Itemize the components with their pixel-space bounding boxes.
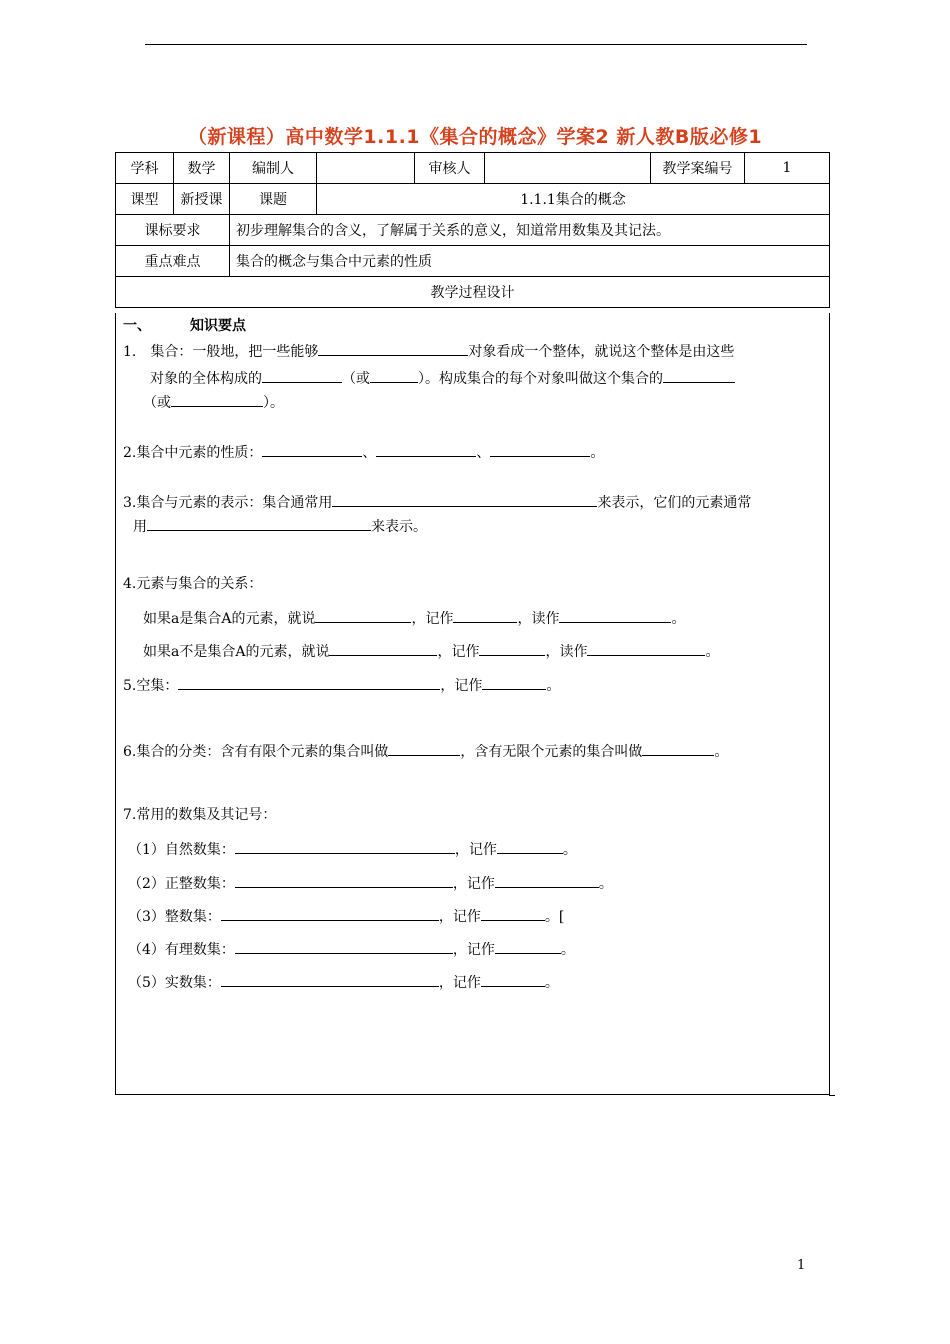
blank	[490, 441, 590, 457]
blank	[235, 938, 453, 954]
item-4-heading: 4.元素与集合的关系：	[123, 576, 263, 592]
blank	[332, 491, 597, 507]
blank	[318, 340, 468, 356]
item-1-line-2: 对象的全体构成的 （或 ）。构成集合的每个对象叫做这个集合的	[150, 367, 735, 389]
document-title: （新课程）高中数学1.1.1《集合的概念》学案2 新人教B版必修1	[187, 126, 763, 148]
blank	[497, 838, 563, 854]
blank	[642, 740, 714, 756]
standard-label: 课标要求	[116, 215, 230, 246]
topic-value: 1.1.1集合的概念	[317, 184, 830, 215]
item-6: 6.集合的分类：含有有限个元素的集合叫做 ，含有无限个元素的集合叫做 。	[123, 740, 728, 762]
number-set-integer: （3）整数集： ，记作 。[	[128, 905, 564, 927]
blank	[262, 367, 342, 383]
blank	[147, 515, 371, 531]
blank	[171, 391, 263, 407]
standard-value: 初步理解集合的含义，了解属于关系的意义，知道常用数集及其记法。	[230, 215, 830, 246]
subject-value: 数学	[174, 153, 230, 184]
corner-mark	[829, 1095, 835, 1096]
plan-no-label: 教学案编号	[651, 153, 745, 184]
blank	[482, 674, 546, 690]
page-number: 1	[797, 1258, 806, 1273]
blank	[481, 971, 545, 987]
blank	[370, 367, 418, 383]
number-set-natural: （1）自然数集： ，记作 。	[128, 838, 577, 860]
reviewer-value	[485, 153, 651, 184]
blank	[178, 674, 440, 690]
item-1-line-3: （或 ）。	[143, 391, 284, 413]
blank	[221, 971, 439, 987]
blank	[376, 441, 476, 457]
blank	[315, 607, 411, 623]
blank	[329, 640, 437, 656]
blank	[235, 838, 455, 854]
process-header: 教学过程设计	[116, 277, 830, 308]
item-7-heading: 7.常用的数集及其记号：	[123, 807, 277, 823]
blank	[453, 607, 517, 623]
blank	[495, 872, 599, 888]
blank	[235, 872, 453, 888]
author-value	[317, 153, 415, 184]
plan-no-value: 1	[745, 153, 830, 184]
item-3-line-1: 3.集合与元素的表示：集合通常用 来表示，它们的元素通常	[123, 491, 751, 513]
type-label: 课型	[116, 184, 174, 215]
subject-label: 学科	[116, 153, 174, 184]
blank	[495, 938, 561, 954]
item-3-line-2: 用 来表示。	[133, 515, 427, 537]
blank	[663, 367, 735, 383]
item-2: 2.集合中元素的性质： 、 、 。	[123, 441, 604, 463]
blank	[587, 640, 705, 656]
item-1-line-1: 1. 集合：一般地，把一些能够 对象看成一个整体，就说这个整体是由这些	[123, 340, 734, 362]
info-table	[115, 152, 830, 308]
reviewer-label: 审核人	[415, 153, 485, 184]
blank	[262, 441, 362, 457]
blank	[559, 607, 671, 623]
blank	[481, 905, 545, 921]
focus-label: 重点难点	[116, 246, 230, 277]
blank	[221, 905, 439, 921]
section-title: 知识要点	[190, 318, 246, 334]
blank	[479, 640, 545, 656]
section-number: 一、	[123, 318, 151, 334]
number-set-positive-integer: （2）正整数集： ，记作 。	[128, 872, 613, 894]
number-set-rational: （4）有理数集： ，记作 。	[128, 938, 575, 960]
item-5: 5.空集： ，记作 。	[123, 674, 560, 696]
number-set-real: （5）实数集： ，记作 。	[128, 971, 559, 993]
blank	[388, 740, 460, 756]
topic-label: 课题	[230, 184, 317, 215]
author-label: 编制人	[230, 153, 317, 184]
type-value: 新授课	[174, 184, 230, 215]
header-rule	[145, 44, 807, 45]
item-4-line-2: 如果a不是集合A的元素，就说 ，记作 ，读作 。	[143, 640, 719, 662]
item-4-line-1: 如果a是集合A的元素，就说 ，记作 ，读作 。	[143, 607, 685, 629]
focus-value: 集合的概念与集合中元素的性质	[230, 246, 830, 277]
